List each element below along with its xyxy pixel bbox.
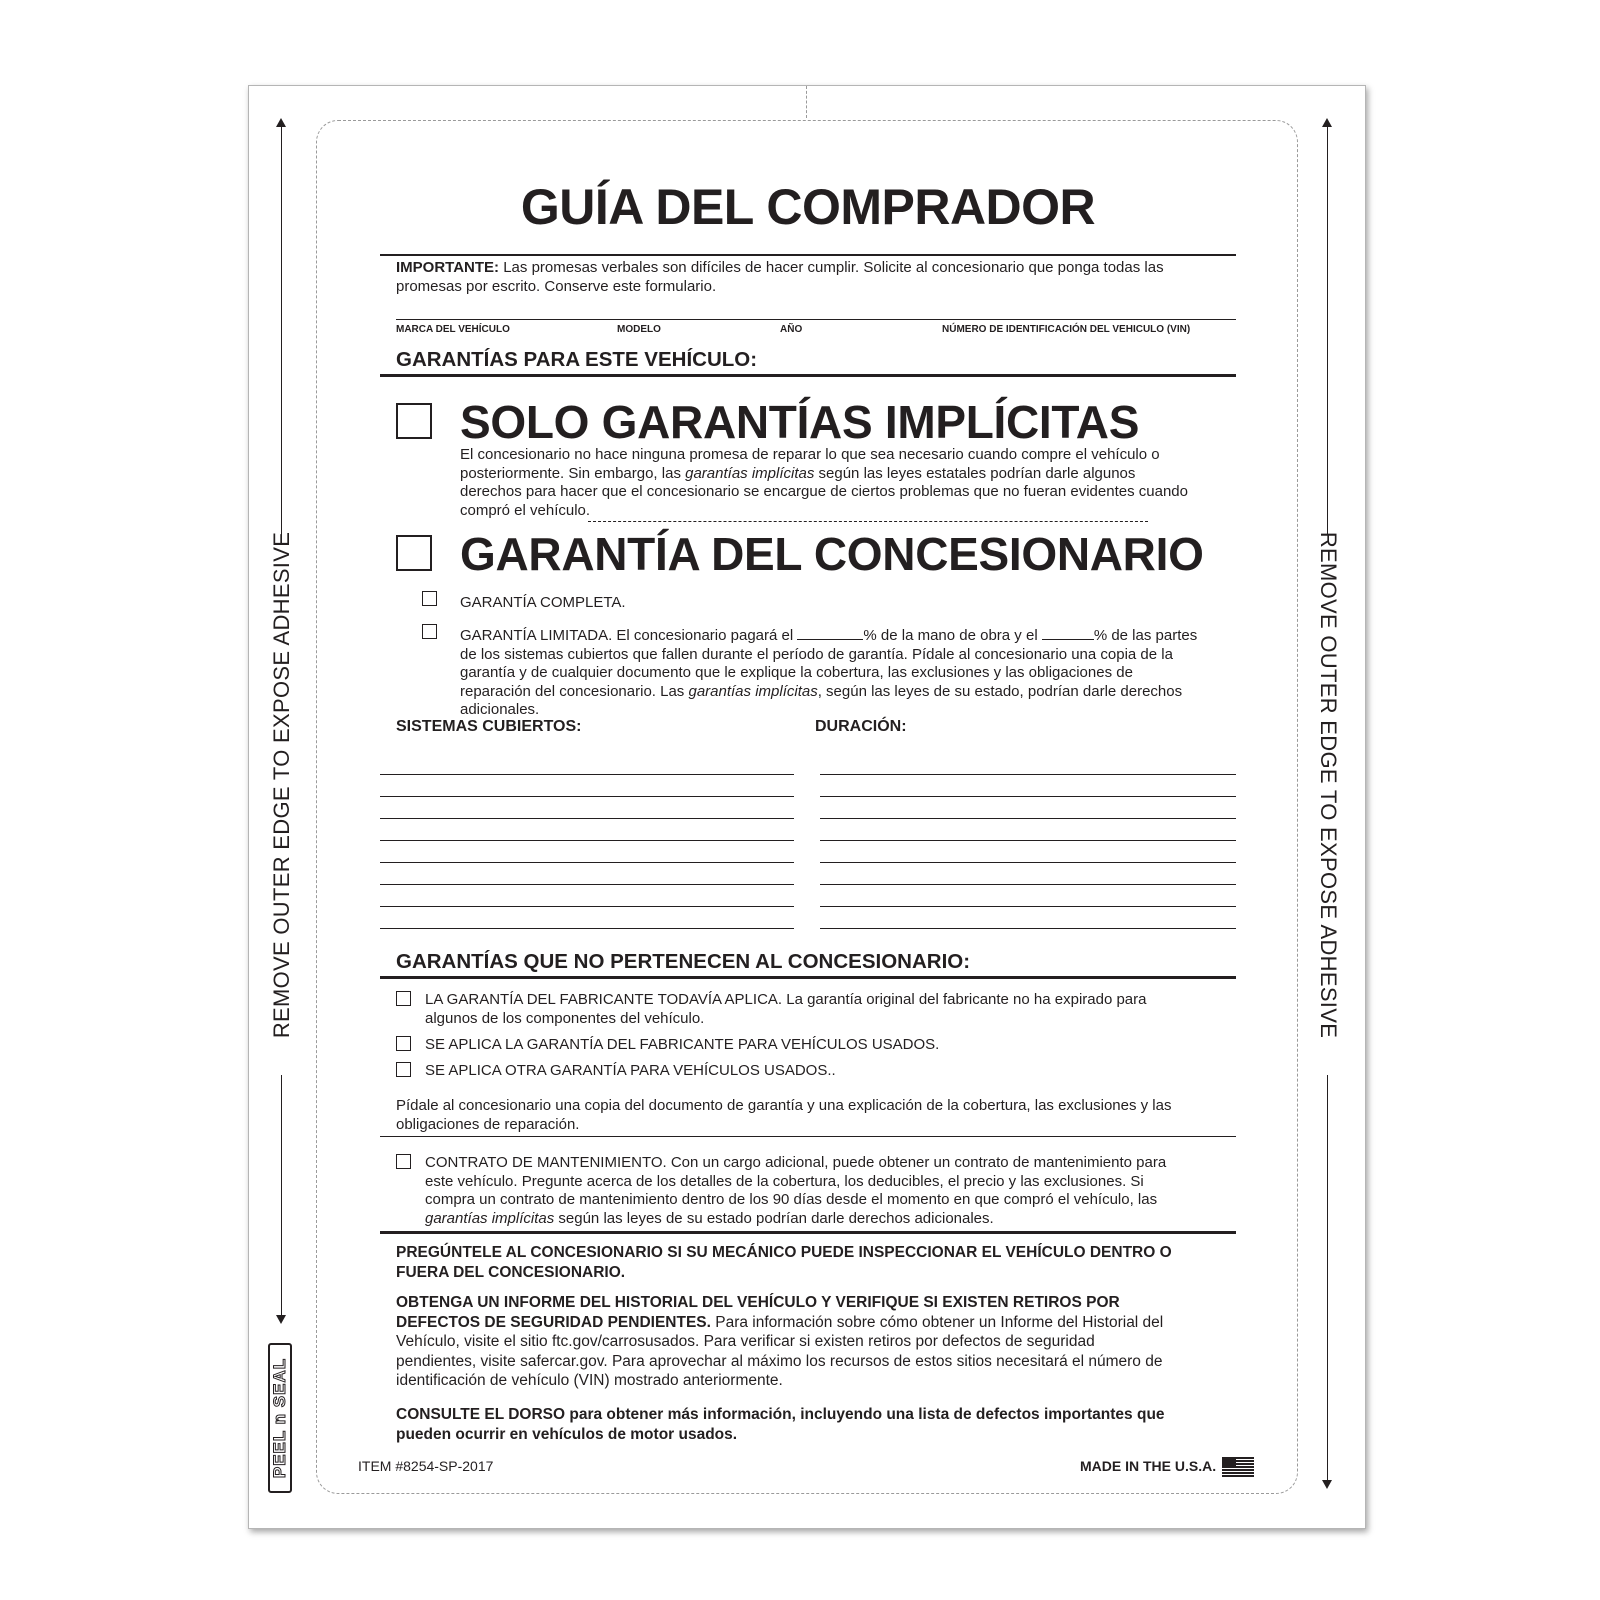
important-label: IMPORTANTE: [396, 259, 500, 276]
vehicle-history-notice: OBTENGA UN INFORME DEL HISTORIAL DEL VEHÍCULO Y VERIFIQUE SI EXISTEN RETIROS POR DEFECTOS DE SEGURIDAD PENDIENTES. Para información sobre cómo obtener un Informe del Historial del Vehículo, visite el sitio ftc.gov/carrosusados. Para verificar si existen retiros por defectos de seguridad pendientes, visite safercar.gov. Para aprovechar al máximo los recursos de estos sitios necesitará el número de identificación de vehículo (VIN) mostrado anteriormente. [396, 1294, 1164, 1389]
implied-dashed-divider [588, 521, 1148, 522]
implied-only-checkbox[interactable] [396, 403, 432, 439]
manufacturer-used-label: SE APLICA LA GARANTÍA DEL FABRICANTE PARA VEHÍCULOS USADOS. [425, 1036, 940, 1053]
vehicle-info-rule [396, 319, 1236, 320]
inspection-notice: PREGÚNTELE AL CONCESIONARIO SI SU MECÁNICO PUEDE INSPECCIONAR EL VEHÍCULO DENTRO O FUERA DEL CONCESIONARIO. [396, 1244, 1172, 1281]
title-rule [380, 254, 1236, 256]
manufacturer-used-checkbox[interactable] [396, 1036, 411, 1051]
systems-covered-label: SISTEMAS CUBIERTOS: [396, 718, 582, 735]
top-cut-mark [806, 86, 807, 118]
limited-line1: GARANTÍA LIMITADA. El concesionario pagará el % de la mano de obra y el % de las partes [460, 627, 1198, 644]
service-contract-checkbox[interactable] [396, 1154, 411, 1169]
field-year-label: AÑO [780, 324, 803, 335]
full-warranty-checkbox[interactable] [422, 591, 437, 606]
dealer-warranty-title: GARANTÍA DEL CONCESIONARIO [460, 528, 1204, 580]
limited-line4: reparación del concesionario. Las garantías implícitas, según las leyes de su estado, podrían darle derechos [460, 682, 1183, 700]
implied-only-title: SOLO GARANTÍAS IMPLÍCITAS [460, 396, 1140, 448]
other-used-checkbox[interactable] [396, 1062, 411, 1077]
warranty-copy-note: Pídale al concesionario una copia del documento de garantía y una explicación de la cobertura, las exclusiones y las obligaciones de reparación. [396, 1097, 1172, 1133]
labor-percent-field[interactable] [797, 626, 863, 640]
right-arrow-line-top [1327, 125, 1328, 535]
page-title: GUÍA DEL COMPRADOR [520, 179, 1096, 235]
important-line2: promesas por escrito. Conserve este formulario. [396, 277, 717, 295]
important-line1: Las promesas verbales son difíciles de hacer cumplir. Solicite al concesionario que ponga todas las [503, 259, 1164, 276]
important-notice [396, 259, 1226, 296]
limited-line2: de los sistemas cubiertos que fallen durante el período de garantía. Pídale al concesionario una copia de la [460, 645, 1173, 663]
made-in-usa: MADE IN THE U.S.A. [1080, 1458, 1217, 1474]
item-number: ITEM #8254-SP-2017 [358, 1458, 494, 1474]
limited-line3: garantía y de cualquier documento que le explique la cobertura, las exclusiones y las obligaciones de [460, 664, 1133, 681]
implied-line2: posteriormente. Sin embargo, las garantías implícitas según las leyes estatales podrían darle algunos [460, 464, 1136, 482]
left-arrow-down-icon [276, 1315, 286, 1324]
implied-line3: derechos para hacer que el concesionario se encargue de ciertos problemas que no fueran evidentes cuando [460, 483, 1188, 500]
right-arrow-down-icon [1322, 1480, 1332, 1489]
service-contract-text: CONTRATO DE MANTENIMIENTO. Con un cargo adicional, puede obtener un contrato de mantenimiento para este vehículo. Pregunte acerca de los detalles de la cobertura, los deducibles, el precio y las exclusiones. Si compra un contrato de mantenimiento dentro de los 90 días desde el momento en que compró el vehículo, las garantías implícitas según las leyes de su estado podrían darle derechos adicionales. [425, 1154, 1167, 1227]
left-arrow-line-top [281, 125, 282, 535]
parts-percent-field[interactable] [1042, 626, 1094, 640]
limited-line5: adicionales. [460, 701, 540, 718]
consult-back-notice: CONSULTE EL DORSO para obtener más información, incluyendo una lista de defectos importantes que pueden ocurrir en vehículos de motor usados. [396, 1406, 1165, 1443]
field-vin-label: NÚMERO DE IDENTIFICACIÓN DEL VEHICULO (VIN) [942, 324, 1191, 335]
dealer-warranty-checkbox[interactable] [396, 535, 432, 571]
implied-description [460, 446, 1240, 520]
other-used-label: SE APLICA OTRA GARANTÍA PARA VEHÍCULOS USADOS.. [425, 1062, 836, 1079]
non-dealer-heading: GARANTÍAS QUE NO PERTENECEN AL CONCESIONARIO: [396, 950, 971, 973]
warranties-rule [380, 374, 1236, 377]
limited-warranty-text [460, 626, 1250, 720]
non-dealer-rule [380, 976, 1236, 979]
manufacturer-warranty-checkbox[interactable] [396, 991, 411, 1006]
service-rule [380, 1136, 1236, 1137]
right-arrow-line-bottom [1327, 1075, 1328, 1480]
implied-line1: El concesionario no hace ninguna promesa de reparar lo que sea necesario cuando compre el vehículo o [460, 446, 1160, 463]
field-model-label: MODELO [617, 324, 661, 335]
left-side-instruction: REMOVE OUTER EDGE TO EXPOSE ADHESIVE [269, 531, 294, 1039]
implied-line4: compró el vehículo. [460, 501, 591, 519]
full-warranty-label: GARANTÍA COMPLETA. [460, 594, 626, 611]
left-arrow-line-bottom [281, 1075, 282, 1315]
manufacturer-warranty-text: LA GARANTÍA DEL FABRICANTE TODAVÍA APLICA. La garantía original del fabricante no ha expirado para algunos de los componentes del vehículo. [425, 991, 1147, 1027]
right-side-instruction: REMOVE OUTER EDGE TO EXPOSE ADHESIVE [1316, 531, 1341, 1039]
us-flag-icon [1222, 1457, 1254, 1477]
inspection-rule [380, 1231, 1236, 1234]
warranties-heading: GARANTÍAS PARA ESTE VEHÍCULO: [396, 348, 758, 371]
field-make-label: MARCA DEL VEHÍCULO [396, 324, 510, 335]
limited-warranty-checkbox[interactable] [422, 624, 437, 639]
duration-label: DURACIÓN: [815, 718, 907, 735]
logo-text: PEEL n SEAL [270, 1357, 289, 1479]
